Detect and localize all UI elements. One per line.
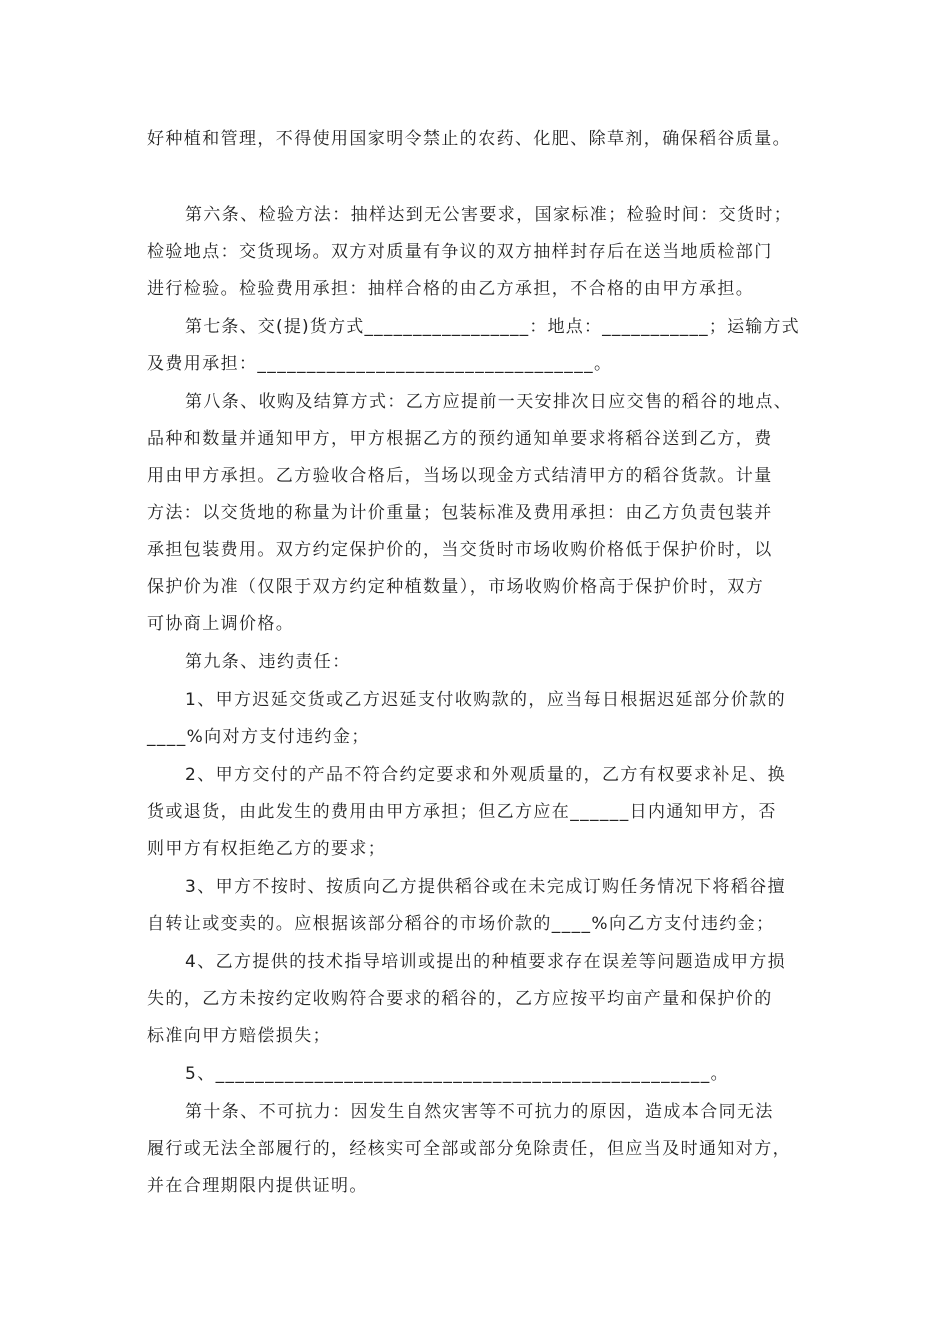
paragraph-line: 好种植和管理，不得使用国家明令禁止的农药、化肥、除草剂，确保稻谷质量。	[147, 129, 791, 149]
paragraph-line: 第六条、检验方法：抽样达到无公害要求，国家标准；检验时间：交货时；	[185, 205, 793, 225]
paragraph-line: 品种和数量并通知甲方，甲方根据乙方的预约通知单要求将稻谷送到乙方，费	[147, 429, 773, 449]
paragraph-line: 履行或无法全部履行的，经核实可全部或部分免除责任，但应当及时通知对方，	[147, 1139, 791, 1159]
paragraph-line: ____%向对方支付违约金；	[147, 727, 370, 747]
paragraph-line: 进行检验。检验费用承担：抽样合格的由乙方承担，不合格的由甲方承担。	[147, 279, 755, 299]
paragraph-line: 第十条、不可抗力：因发生自然灾害等不可抗力的原因，造成本合同无法	[185, 1102, 774, 1122]
paragraph-line: 用由甲方承担。乙方验收合格后，当场以现金方式结清甲方的稻谷货款。计量	[147, 466, 773, 486]
paragraph-line: 5、__________________________________________________。	[185, 1064, 730, 1084]
paragraph-line: 检验地点：交货现场。双方对质量有争议的双方抽样封存后在送当地质检部门	[147, 242, 773, 262]
paragraph-line: 失的，乙方未按约定收购符合要求的稻谷的，乙方应按平均亩产量和保护价的	[147, 989, 773, 1009]
paragraph-line: 自转让或变卖的。应根据该部分稻谷的市场价款的____%向乙方支付违约金；	[147, 914, 775, 934]
paragraph-line: 2、甲方交付的产品不符合约定要求和外观质量的，乙方有权要求补足、换	[185, 765, 787, 785]
paragraph-line: 第七条、交(提)货方式_________________：地点：___________；运输方式	[185, 317, 800, 337]
paragraph-line: 4、乙方提供的技术指导培训或提出的种植要求存在误差等问题造成甲方损	[185, 952, 787, 972]
paragraph-line: 3、甲方不按时、按质向乙方提供稻谷或在未完成订购任务情况下将稻谷擅	[185, 877, 787, 897]
section-heading: 第九条、违约责任：	[185, 652, 351, 672]
paragraph-line: 承担包装费用。双方约定保护价的，当交货时市场收购价格低于保护价时，以	[147, 540, 773, 560]
paragraph-line: 1、甲方迟延交货或乙方迟延支付收购款的，应当每日根据迟延部分价款的	[185, 690, 787, 710]
paragraph-line: 第八条、收购及结算方式：乙方应提前一天安排次日应交售的稻谷的地点、	[185, 392, 793, 412]
paragraph-line: 则甲方有权拒绝乙方的要求；	[147, 839, 387, 859]
paragraph-line: 方法：以交货地的称量为计价重量；包装标准及费用承担：由乙方负责包装并	[147, 503, 773, 523]
paragraph-line: 保护价为准（仅限于双方约定种植数量），市场收购价格高于保护价时，双方	[147, 577, 765, 597]
paragraph-line: 标准向甲方赔偿损失；	[147, 1026, 331, 1046]
paragraph-line: 货或退货，由此发生的费用由甲方承担；但乙方应在______日内通知甲方，否	[147, 802, 777, 822]
paragraph-line: 并在合理期限内提供证明。	[147, 1176, 368, 1196]
paragraph-line: 及费用承担：__________________________________。	[147, 354, 613, 374]
paragraph-line: 可协商上调价格。	[147, 614, 295, 634]
